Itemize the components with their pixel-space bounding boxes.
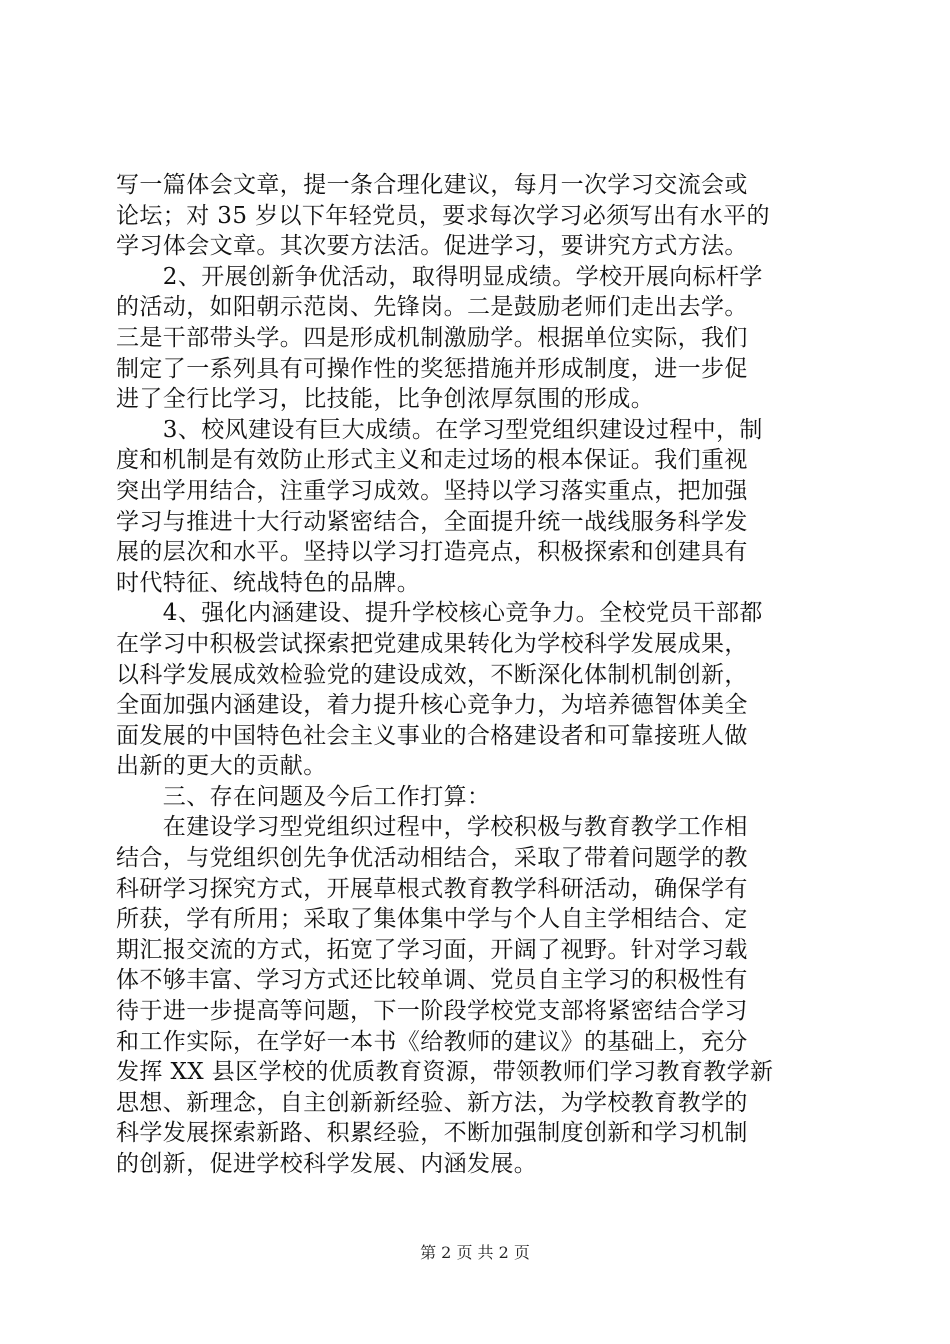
text-line: 出新的更大的贡献。 (116, 753, 327, 780)
text-line: 学习与推进十大行动紧密结合，全面提升统一战线服务科学发 (116, 508, 748, 535)
text-line: 体不够丰富、学习方式还比较单调、党员自主学习的积极性有 (116, 967, 748, 994)
text-line: 科研学习探究方式，开展草根式教育教学科研活动，确保学有 (116, 875, 748, 902)
text-line: 突出学用结合，注重学习成效。坚持以学习落实重点，把加强 (116, 477, 748, 504)
text-line: 思想、新理念，自主创新新经验、新方法，为学校教育教学的 (116, 1089, 748, 1116)
text-line: 以科学发展成效检验党的建设成效，不断深化体制机制创新， (116, 661, 748, 688)
text-line: 展的层次和水平。坚持以学习打造亮点，积极探索和创建具有 (116, 539, 748, 566)
text-line: 学习体会文章。其次要方法活。促进学习，要讲究方式方法。 (116, 233, 748, 260)
text-line: 时代特征、统战特色的品牌。 (116, 569, 421, 596)
text-line: 的活动，如阳朝示范岗、先锋岗。二是鼓励老师们走出去学。 (116, 294, 748, 321)
text-line: 所获，学有所用；采取了集体集中学与个人自主学相结合、定 (116, 906, 748, 933)
body-text (116, 170, 836, 1180)
text-line: 面发展的中国特色社会主义事业的合格建设者和可靠接班人做 (116, 722, 748, 749)
text-line: 期汇报交流的方式，拓宽了学习面，开阔了视野。针对学习载 (116, 936, 748, 963)
text-line: 三是干部带头学。四是形成机制激励学。根据单位实际，我们 (116, 324, 748, 351)
text-line: 和工作实际，在学好一本书《给教师的建议》的基础上，充分 (116, 1028, 748, 1055)
page-number-footer: 第 2 页 共 2 页 (420, 1243, 530, 1262)
text-line: 在学习中积极尝试探索把党建成果转化为学校科学发展成果， (116, 630, 748, 657)
text-line: 在建设学习型党组织过程中，学校积极与教育教学工作相 (116, 814, 748, 841)
text-line: 3、校风建设有巨大成绩。在学习型党组织建设过程中，制 (116, 416, 763, 443)
text-line: 科学发展探索新路、积累经验，不断加强制度创新和学习机制 (116, 1120, 748, 1147)
text-line: 写一篇体会文章，提一条合理化建议，每月一次学习交流会或 (116, 172, 748, 198)
text-line: 全面加强内涵建设，着力提升核心竞争力，为培养德智体美全 (116, 692, 748, 719)
text-line: 4、强化内涵建设、提升学校核心竞争力。全校党员干部都 (116, 600, 763, 627)
text-line: 论坛；对 35 岁以下年轻党员，要求每次学习必须写出有水平的 (116, 202, 770, 229)
text-line: 2、开展创新争优活动，取得明显成绩。学校开展向标杆学 (116, 263, 763, 290)
text-line: 结合，与党组织创先争优活动相结合，采取了带着问题学的教 (116, 845, 748, 872)
text-line: 的创新，促进学校科学发展、内涵发展。 (116, 1151, 538, 1177)
text-line: 进了全行比学习，比技能，比争创浓厚氛围的形成。 (116, 386, 655, 413)
text-line: 待于进一步提高等问题，下一阶段学校党支部将紧密结合学习 (116, 998, 748, 1025)
section-heading: 三、存在问题及今后工作打算： (116, 783, 491, 810)
text-line: 度和机制是有效防止形式主义和走过场的根本保证。我们重视 (116, 447, 748, 474)
text-line: 制定了一系列具有可操作性的奖惩措施并形成制度，进一步促 (116, 355, 748, 382)
text-line: 发挥 XX 县区学校的优质教育资源，带领教师们学习教育教学新 (116, 1059, 774, 1086)
